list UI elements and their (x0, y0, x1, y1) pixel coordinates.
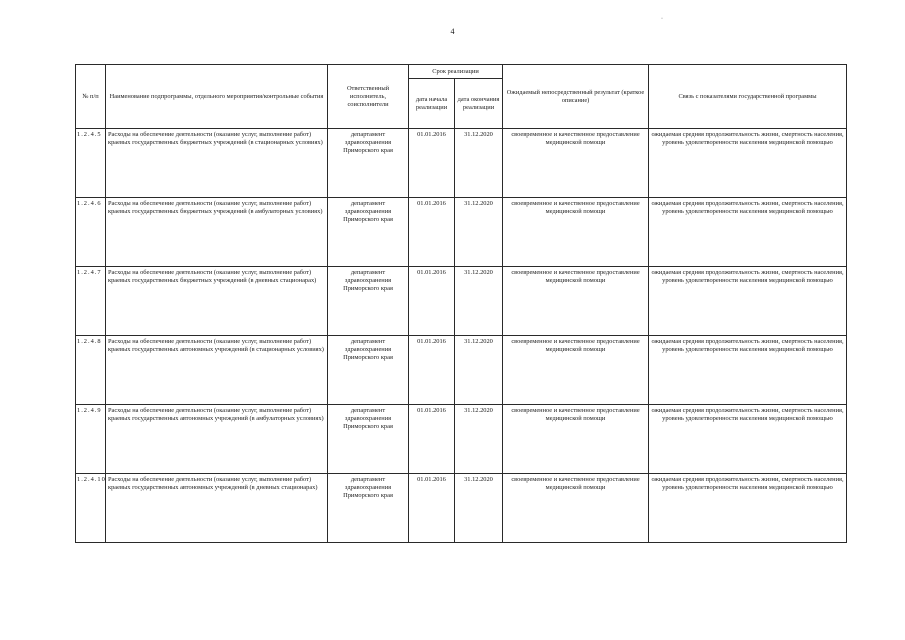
row-num: 1.2.4.6 (76, 198, 106, 267)
header-name: Наименование подпрограммы, отдельного мероприятия/контрольные события (106, 65, 328, 129)
row-link: ожидаемая средняя продолжительность жизни, смертность населения, уровень удовлетворенности населения медицинской помощью (649, 474, 847, 543)
row-name: Расходы на обеспечение деятельности (оказание услуг, выполнение работ) краевых государственных бюджетных учреждений (в дневных стационарах) (106, 267, 328, 336)
row-name: Расходы на обеспечение деятельности (оказание услуг, выполнение работ) краевых государственных автономных учреждений (в амбулаторных условиях) (106, 405, 328, 474)
row-executor: департамент здравоохранения Приморского края (328, 474, 409, 543)
header-executor: Ответственный исполнитель, соисполнители (328, 65, 409, 129)
row-result: своевременное и качественное предоставление медицинской помощи (503, 267, 649, 336)
table-row (76, 267, 847, 336)
row-executor: департамент здравоохранения Приморского края (328, 405, 409, 474)
table-header (76, 65, 847, 129)
row-end: 31.12.2020 (455, 267, 503, 336)
row-name: Расходы на обеспечение деятельности (оказание услуг, выполнение работ) краевых государственных автономных учреждений (в дневных стационарах) (106, 474, 328, 543)
row-end: 31.12.2020 (455, 129, 503, 198)
row-executor: департамент здравоохранения Приморского края (328, 336, 409, 405)
row-executor: департамент здравоохранения Приморского края (328, 198, 409, 267)
row-name: Расходы на обеспечение деятельности (оказание услуг, выполнение работ) краевых государственных бюджетных учреждений (в стационарных условиях) (106, 129, 328, 198)
row-executor: департамент здравоохранения Приморского края (328, 129, 409, 198)
header-link: Связь с показателями государственной программы (649, 65, 847, 129)
row-result: своевременное и качественное предоставление медицинской помощи (503, 405, 649, 474)
header-num: № п/п (76, 65, 106, 129)
table-body (76, 129, 847, 543)
table-row (76, 405, 847, 474)
table-row (76, 336, 847, 405)
table-row (76, 474, 847, 543)
row-end: 31.12.2020 (455, 474, 503, 543)
row-link: ожидаемая средняя продолжительность жизни, смертность населения, уровень удовлетворенности населения медицинской помощью (649, 129, 847, 198)
stray-mark: · (661, 16, 663, 22)
row-link: ожидаемая средняя продолжительность жизни, смертность населения, уровень удовлетворенности населения медицинской помощью (649, 267, 847, 336)
table-row (76, 129, 847, 198)
row-result: своевременное и качественное предоставление медицинской помощи (503, 129, 649, 198)
row-link: ожидаемая средняя продолжительность жизни, смертность населения, уровень удовлетворенности населения медицинской помощью (649, 198, 847, 267)
row-start: 01.01.2016 (409, 336, 455, 405)
row-start: 01.01.2016 (409, 474, 455, 543)
row-num: 1.2.4.10 (76, 474, 106, 543)
row-start: 01.01.2016 (409, 198, 455, 267)
row-start: 01.01.2016 (409, 129, 455, 198)
row-end: 31.12.2020 (455, 336, 503, 405)
row-start: 01.01.2016 (409, 267, 455, 336)
row-result: своевременное и качественное предоставление медицинской помощи (503, 198, 649, 267)
row-link: ожидаемая средняя продолжительность жизни, смертность населения, уровень удовлетворенности населения медицинской помощью (649, 405, 847, 474)
header-end: дата окончания реализации (455, 79, 503, 129)
row-executor: департамент здравоохранения Приморского края (328, 267, 409, 336)
row-name: Расходы на обеспечение деятельности (оказание услуг, выполнение работ) краевых государственных бюджетных учреждений (в амбулаторных условиях) (106, 198, 328, 267)
row-start: 01.01.2016 (409, 405, 455, 474)
row-result: своевременное и качественное предоставление медицинской помощи (503, 474, 649, 543)
row-result: своевременное и качественное предоставление медицинской помощи (503, 336, 649, 405)
row-num: 1.2.4.8 (76, 336, 106, 405)
header-period: Срок реализации (409, 65, 503, 79)
row-end: 31.12.2020 (455, 405, 503, 474)
row-link: ожидаемая средняя продолжительность жизни, смертность населения, уровень удовлетворенности населения медицинской помощью (649, 336, 847, 405)
header-result: Ожидаемый непосредственный результат (краткое описание) (503, 65, 649, 129)
table-row (76, 198, 847, 267)
row-name: Расходы на обеспечение деятельности (оказание услуг, выполнение работ) краевых государственных автономных учреждений (в стационарных условиях) (106, 336, 328, 405)
page-number: 4 (450, 27, 455, 36)
row-end: 31.12.2020 (455, 198, 503, 267)
program-table (75, 64, 847, 543)
row-num: 1.2.4.9 (76, 405, 106, 474)
row-num: 1.2.4.7 (76, 267, 106, 336)
row-num: 1.2.4.5 (76, 129, 106, 198)
header-start: дата начала реализации (409, 79, 455, 129)
